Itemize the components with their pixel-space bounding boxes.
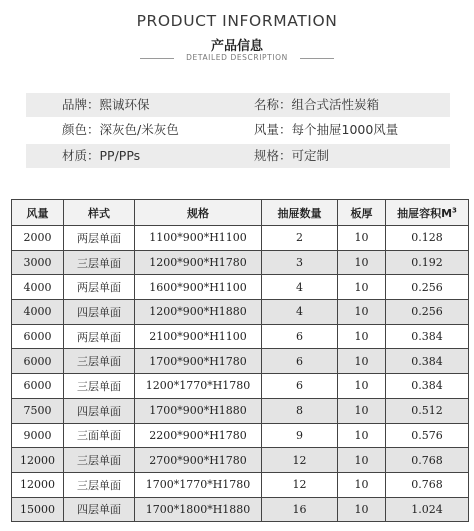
- col-header-thickness: 板厚: [338, 200, 386, 226]
- info-name: 名称：组合式活性炭箱: [254, 97, 380, 112]
- info-airflow: 风量：每个抽屉1000风量: [254, 122, 399, 137]
- cell-volume: 0.128: [386, 226, 469, 251]
- table-row: [12, 349, 469, 374]
- table-row: [12, 250, 469, 275]
- cell-volume: 0.192: [386, 250, 469, 275]
- cell-drawer-count: 6: [262, 324, 338, 349]
- table-row: [12, 275, 469, 300]
- cell-thickness: 10: [338, 300, 386, 325]
- info-spec: 规格：可定制: [254, 148, 330, 163]
- cell-thickness: 10: [338, 374, 386, 399]
- cell-spec: 2700*900*H1780: [135, 448, 262, 473]
- cell-spec: 1200*900*H1880: [135, 300, 262, 325]
- cell-spec: 2100*900*H1100: [135, 324, 262, 349]
- cell-spec: 1100*900*H1100: [135, 226, 262, 251]
- cell-drawer-count: 4: [262, 300, 338, 325]
- col-header-spec: 规格: [135, 200, 262, 226]
- cell-volume: 0.256: [386, 275, 469, 300]
- table-row: [12, 374, 469, 399]
- volume-header-label: 抽屉容积M: [397, 206, 453, 220]
- cell-thickness: 10: [338, 349, 386, 374]
- table-row: [12, 226, 469, 251]
- cell-volume: 0.256: [386, 300, 469, 325]
- cell-drawer-count: 16: [262, 497, 338, 522]
- col-header-drawer-count: 抽屉数量: [262, 200, 338, 226]
- cell-style: 两层单面: [64, 324, 135, 349]
- cell-airflow: 6000: [12, 349, 64, 374]
- cell-airflow: 12000: [12, 472, 64, 497]
- table-row: [12, 398, 469, 423]
- table-body: [12, 226, 469, 522]
- cell-thickness: 10: [338, 226, 386, 251]
- cell-spec: 1700*900*H1780: [135, 349, 262, 374]
- cell-thickness: 10: [338, 275, 386, 300]
- cell-volume: 1.024: [386, 497, 469, 522]
- cell-volume: 0.384: [386, 349, 469, 374]
- cell-drawer-count: 8: [262, 398, 338, 423]
- volume-header-superscript: 3: [452, 205, 457, 214]
- info-brand: 品牌：熙诚环保: [62, 97, 150, 112]
- cell-drawer-count: 2: [262, 226, 338, 251]
- cell-airflow: 4000: [12, 275, 64, 300]
- cell-style: 三层单面: [64, 448, 135, 473]
- table-row: [12, 324, 469, 349]
- cell-thickness: 10: [338, 497, 386, 522]
- subtitle-divider: [140, 52, 334, 64]
- table-row: [12, 448, 469, 473]
- cell-style: 两层单面: [64, 275, 135, 300]
- cell-spec: 1200*900*H1780: [135, 250, 262, 275]
- cell-airflow: 4000: [12, 300, 64, 325]
- cell-style: 四层单面: [64, 300, 135, 325]
- table-row: [12, 472, 469, 497]
- cell-airflow: 2000: [12, 226, 64, 251]
- cell-thickness: 10: [338, 398, 386, 423]
- cell-style: 四层单面: [64, 398, 135, 423]
- cell-thickness: 10: [338, 324, 386, 349]
- info-material: 材质：PP/PPs: [62, 148, 141, 163]
- cell-airflow: 7500: [12, 398, 64, 423]
- cell-volume: 0.576: [386, 423, 469, 448]
- cell-airflow: 15000: [12, 497, 64, 522]
- cell-drawer-count: 12: [262, 472, 338, 497]
- cell-airflow: 9000: [12, 423, 64, 448]
- cell-drawer-count: 3: [262, 250, 338, 275]
- divider-line-right: [300, 58, 334, 59]
- cell-spec: 2200*900*H1780: [135, 423, 262, 448]
- table-header-row: [12, 200, 469, 226]
- cell-style: 三面单面: [64, 423, 135, 448]
- col-header-style: 样式: [64, 200, 135, 226]
- cell-spec: 1700*900*H1880: [135, 398, 262, 423]
- cell-drawer-count: 4: [262, 275, 338, 300]
- cell-drawer-count: 6: [262, 374, 338, 399]
- cell-thickness: 10: [338, 250, 386, 275]
- table-row: [12, 423, 469, 448]
- cell-volume: 0.512: [386, 398, 469, 423]
- cell-style: 三层单面: [64, 374, 135, 399]
- cell-volume: 0.768: [386, 472, 469, 497]
- spec-table: [11, 199, 469, 522]
- title-english: PRODUCT INFORMATION: [136, 12, 338, 30]
- col-header-volume: [386, 200, 469, 226]
- cell-spec: 1700*1770*H1780: [135, 472, 262, 497]
- subtitle: DETAILED DESCRIPTION: [186, 53, 288, 62]
- cell-style: 三层单面: [64, 250, 135, 275]
- cell-style: 两层单面: [64, 226, 135, 251]
- cell-style: 三层单面: [64, 349, 135, 374]
- table-row: [12, 497, 469, 522]
- cell-style: 四层单面: [64, 497, 135, 522]
- cell-volume: 0.384: [386, 374, 469, 399]
- cell-volume: 0.768: [386, 448, 469, 473]
- title-chinese: 产品信息: [210, 39, 263, 54]
- cell-drawer-count: 9: [262, 423, 338, 448]
- cell-drawer-count: 6: [262, 349, 338, 374]
- cell-thickness: 10: [338, 472, 386, 497]
- table-row: [12, 300, 469, 325]
- col-header-airflow: 风量: [12, 200, 64, 226]
- cell-airflow: 3000: [12, 250, 64, 275]
- cell-airflow: 6000: [12, 374, 64, 399]
- cell-spec: 1600*900*H1100: [135, 275, 262, 300]
- cell-thickness: 10: [338, 423, 386, 448]
- cell-thickness: 10: [338, 448, 386, 473]
- cell-style: 三层单面: [64, 472, 135, 497]
- info-color: 颜色：深灰色/米灰色: [62, 122, 179, 137]
- cell-spec: 1200*1770*H1780: [135, 374, 262, 399]
- cell-airflow: 12000: [12, 448, 64, 473]
- cell-drawer-count: 12: [262, 448, 338, 473]
- cell-volume: 0.384: [386, 324, 469, 349]
- cell-airflow: 6000: [12, 324, 64, 349]
- cell-spec: 1700*1800*H1880: [135, 497, 262, 522]
